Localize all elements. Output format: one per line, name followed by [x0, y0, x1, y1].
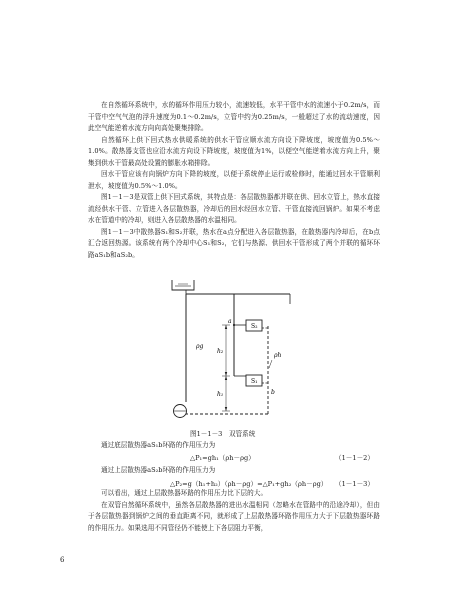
body-text-bottom	[88, 488, 380, 534]
formula-1-intro: 通过底层散热器aS₁b环路的作用压力为	[101, 441, 216, 449]
figure-caption: 图1－1－3 双管系统	[190, 430, 256, 438]
equation-number-1: （1－1－2）	[335, 454, 374, 462]
paragraph: 图1－1－3是双管上供下回式系统，其特点是：各层散热器都并联在供、回水立管上，热水直接流经供水干管、立管进入各层散热器，冷却后的回水经回水立管、干管直接流回锅炉。如果不考虑水在管道中的冷却，则进入各层散热器的水温相同。	[88, 193, 380, 224]
radiator-s1	[234, 375, 268, 386]
label-h2: h₂	[217, 348, 224, 355]
radiator-s2	[234, 320, 268, 331]
label-rho-h: ρh	[274, 352, 282, 359]
formula-2-intro: 通过上层散热器aS₂b环路的作用压力为	[101, 466, 216, 474]
point-a	[233, 324, 235, 326]
paragraph: 在双管自然循环系统中，虽然各层散热器的进出水温相同（忽略水在管路中的沿途冷却），但由于各层散热器到锅炉之间的垂直距离不同，就形成了上层散热器环路作用压力大于下层散热器环路的作用压力。如果选用不同管径仍不能使上下各层阻力平衡，	[88, 500, 380, 532]
paragraph: 自然循环上供下回式热水供暖系统的供水干管应顺水流方向设下降坡度，坡度值为0.5%～1.0%。散热器支管也应沿水流方向设下降坡度，坡度值为1%，以便空气能逆着水流方向上升，聚集到供水干管最高处设置的膨胀水箱排除。	[88, 135, 380, 167]
paragraph: 可以看出，通过上层散热器环路的作用压力比下层的大。	[101, 489, 268, 497]
paragraph: 回水干管应该有向锅炉方向下降的坡度，以便于系统停止运行或检修时，能通过回水干管顺利泄水，坡度值为0.5%～1.0%。	[88, 170, 380, 190]
label-b: b	[271, 389, 275, 396]
expansion-tank	[172, 280, 194, 294]
paragraph: 在自然循环系统中，水的循环作用压力较小，流速较低，水平干管中水的流速小于0.2m/s，而干管中空气气泡的浮升速度为0.1～0.2m/s，立管中约为0.25m/s，一般超过了水的流动速度，因此空气能逆着水流方向向高处聚集排除。	[88, 101, 380, 132]
formula-2: △P₂=g（h₁+h₂）（ρh－ρg）=△P₁+gh₂（ρh－ρg）	[170, 480, 328, 488]
label-s2: S₂	[251, 323, 258, 330]
page-number: 6	[60, 556, 65, 564]
height-dimensions	[217, 325, 230, 411]
formula-1: △P₁=gh₁（ρh－ρg）	[190, 454, 255, 462]
label-h1: h₁	[217, 391, 224, 398]
boiler	[174, 405, 187, 418]
label-s1: S₁	[251, 378, 258, 385]
label-rho-g: ρg	[196, 343, 204, 350]
double-pipe-system-diagram	[150, 276, 320, 426]
equation-number-2: （1－1－3）	[335, 480, 374, 488]
paragraph: 图1－1－3中散热器S₁和S₂并联，热水在a点分配进入各层散热器，在散热器内冷却后，在b点汇合返回热源。该系统有两个冷却中心S₁和S₂，它们与热源、供回水干管形成了两个并联的循环环路aS₁b和aS₂b。	[88, 227, 380, 259]
label-a: a	[228, 318, 232, 325]
body-text-top	[88, 100, 380, 261]
